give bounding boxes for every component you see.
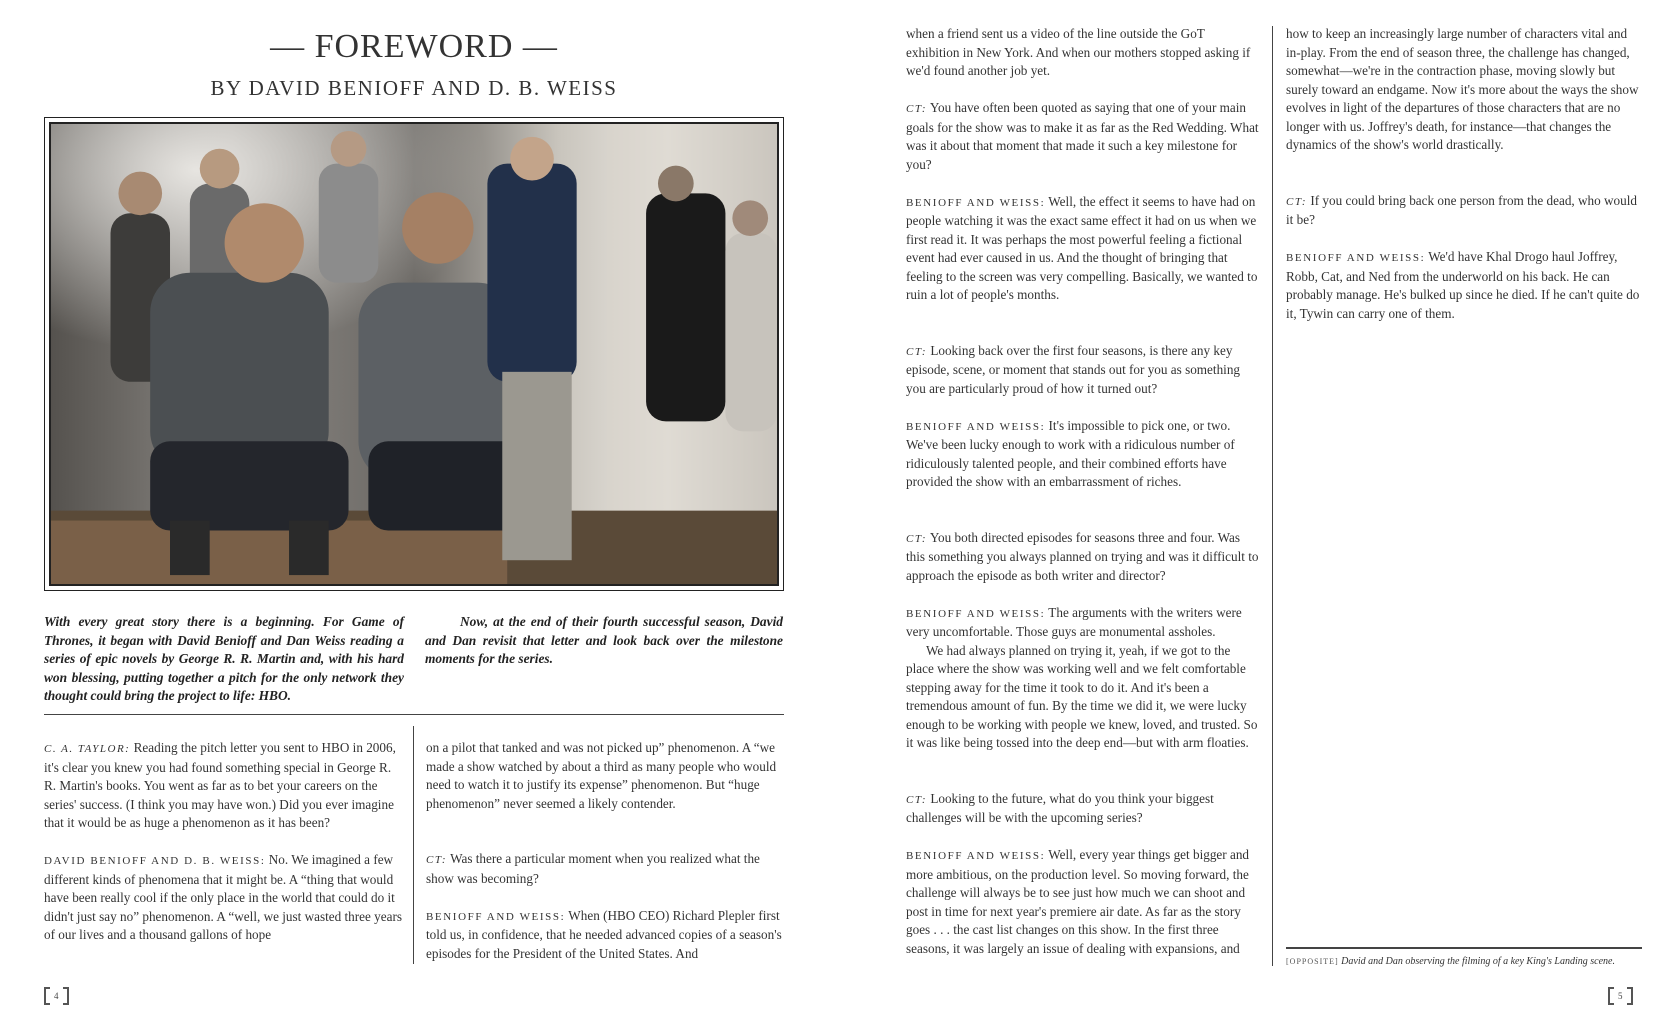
answer-text: Well, the effect it seems to have had on people watching it was the exact same effect it had on us when we first read it. It was perhaps the most powerful feeling a fictional event had ever caused in us. And the thought of bringing that feeling to the screen was very compelling. Basically, we wanted to ruin a lot of people's months. bbox=[906, 193, 1258, 302]
answer-continued: how to keep an increasingly large number of characters vital and in-play. From the end of season three, the challenge has changed, somewhat—we're in the contraction phase, moving slowly but surely toward an endgame. Now it's more about the ways the show evolves in light of the departures of those characters that are no longer with us. Joffrey's death, for instance—that changes the dynamics of the show's world drastically. bbox=[1286, 26, 1639, 152]
set-photo bbox=[49, 122, 779, 586]
question-text: You have often been quoted as saying that one of your main goals for the show was to make it as far as the Red Wedding. What was it about that moment that made it such a key milestone for you? bbox=[906, 100, 1259, 172]
question-text: You both directed episodes for seasons three and four. Was this something you always planned on trying and was it difficult to approach the episode as both writer and director? bbox=[906, 529, 1259, 583]
page-bracket-icon bbox=[1608, 987, 1614, 1005]
caption-text: David and Dan observing the filming of a key King's Landing scene. bbox=[1341, 956, 1615, 967]
caption-tag: [OPPOSITE] bbox=[1286, 957, 1339, 966]
right-column-divider bbox=[1272, 26, 1273, 966]
question-text: Reading the pitch letter you sent to HBO in 2006, it's clear you knew you had found something special in George R. R. Martin's books. You went as far as to bet your careers on the series' success. (I think you may have won.) Did you ever imagine that it would be as huge a phenomenon as it has been? bbox=[44, 740, 396, 830]
answer-label: BENIOFF AND WEISS: bbox=[906, 196, 1046, 209]
answer-label: DAVID BENIOFF AND D. B. WEISS: bbox=[44, 855, 266, 867]
answer-text: No. We imagined a few different kinds of phenomena that it might be. A “thing that would have been really cool if the only place in the world that could do it didn't just say no” phenomenon. A “well, we just wasted three years of our lives and a thousand gallons of hope bbox=[44, 852, 402, 942]
answer-continued: when a friend sent us a video of the line outside the GoT exhibition in New York. And when our mothers stopped asking if we'd found another job yet. bbox=[906, 26, 1251, 78]
page-bracket-icon bbox=[44, 987, 50, 1005]
answer-text: It's impossible to pick one, or two. We've been lucky enough to work with a ridiculous number of ridiculously talented people, and their combined efforts have provided the show with an embarrassment of riches. bbox=[906, 417, 1235, 489]
interviewer-label: C. A. TAYLOR: bbox=[44, 743, 131, 755]
answer-paragraph: We had always planned on trying it, yeah, if we got to the place where the show was working well and we felt comfortable stepping away for the time it took to do it. And it's been a tremendous amount of fun. By the time we did it, we were lucky enough to be working with people we knew, loved, and trusted. So it was like being tossed into the deep end—but with arm floaties. bbox=[906, 642, 1258, 750]
answer-label: BENIOFF AND WEISS: bbox=[906, 850, 1046, 862]
intro-divider bbox=[44, 714, 784, 715]
foreword-title: — FOREWORD — bbox=[270, 28, 558, 65]
interviewer-label: CT: bbox=[906, 103, 928, 115]
photo-caption bbox=[1286, 956, 1642, 967]
photo-frame bbox=[44, 117, 784, 591]
page-bracket-icon bbox=[1627, 987, 1633, 1005]
foreword-byline: BY DAVID BENIOFF AND D. B. WEISS bbox=[210, 76, 618, 100]
question-text: Looking to the future, what do you think your biggest challenges will be with the upcoming series? bbox=[906, 790, 1214, 825]
interviewer-label: CT: bbox=[906, 532, 928, 545]
answer-label: BENIOFF AND WEISS: bbox=[906, 420, 1046, 433]
answer-continued: on a pilot that tanked and was not picked up” phenomenon. A “we made a show watched by about a third as many people who would need to watch it to justify its expense” phenomenon. But “huge phenomenon” never seemed a likely contender. bbox=[426, 740, 777, 811]
page-number-text: 5 bbox=[1618, 991, 1623, 1001]
right-page-column-2 bbox=[1286, 25, 1642, 323]
interviewer-label: CT: bbox=[906, 793, 928, 806]
interviewer-label: CT: bbox=[906, 345, 928, 358]
question-text: If you could bring back one person from the dead, who would it be? bbox=[1286, 192, 1637, 227]
interviewer-label: CT: bbox=[1286, 195, 1308, 208]
question-text: Looking back over the first four seasons, is there any key episode, scene, or moment that stands out for you as something you are particularly proud of how it turned out? bbox=[906, 342, 1241, 396]
answer-label: BENIOFF AND WEISS: bbox=[906, 607, 1046, 620]
answer-label: BENIOFF AND WEISS: bbox=[1286, 252, 1426, 264]
page-number-right bbox=[1608, 987, 1633, 1005]
intro-paragraph-2: Now, at the end of their fourth successful season, David and Dan revisit that letter and look back over the milestone moments for the series. bbox=[425, 614, 783, 666]
caption-rule bbox=[1286, 947, 1642, 949]
question-text: Was there a particular moment when you realized what the show was becoming? bbox=[426, 851, 760, 886]
intro-paragraph-1: With every great story there is a beginning. For Game of Thrones, it began with David Benioff and Dan Weiss reading a series of epic novels by George R. R. Martin and, with his hard won blessing, putting together a pitch for the only network they thought could bring the project to life: HBO. bbox=[44, 614, 404, 703]
answer-label: BENIOFF AND WEISS: bbox=[426, 910, 566, 923]
page-number-text: 4 bbox=[54, 991, 59, 1001]
answer-text: We'd have Khal Drogo haul Joffrey, Robb, Cat, and Ned from the underworld on his back. He can probably manage. He's bulked up since he died. If he can't quite do it, Tywin can carry one of them. bbox=[1286, 249, 1640, 321]
answer-text: When (HBO CEO) Richard Plepler first told us, in confidence, that he needed advanced copies of a season's episodes for the President of the United States. And bbox=[426, 907, 782, 961]
interviewer-label: CT: bbox=[426, 854, 448, 866]
page-number-left bbox=[44, 987, 69, 1005]
answer-text: The arguments with the writers were very uncomfortable. Those guys are monumental assholes. bbox=[906, 604, 1242, 639]
left-page-column-1 bbox=[44, 739, 404, 945]
set-photo-illustration bbox=[51, 124, 777, 584]
left-column-divider bbox=[413, 726, 414, 964]
left-page-column-2 bbox=[426, 739, 788, 963]
page-bracket-icon bbox=[63, 987, 69, 1005]
right-page-column-1 bbox=[906, 25, 1260, 958]
answer-text: Well, every year things get bigger and more ambitious, on the production level. So moving forward, the challenge will always be to see just how much we can shoot and post in time for next year's premiere air date. As far as the story goes . . . the cast list changes on this show. In the first three seasons, it was largely an issue of dealing with expansions, and bbox=[906, 847, 1250, 956]
